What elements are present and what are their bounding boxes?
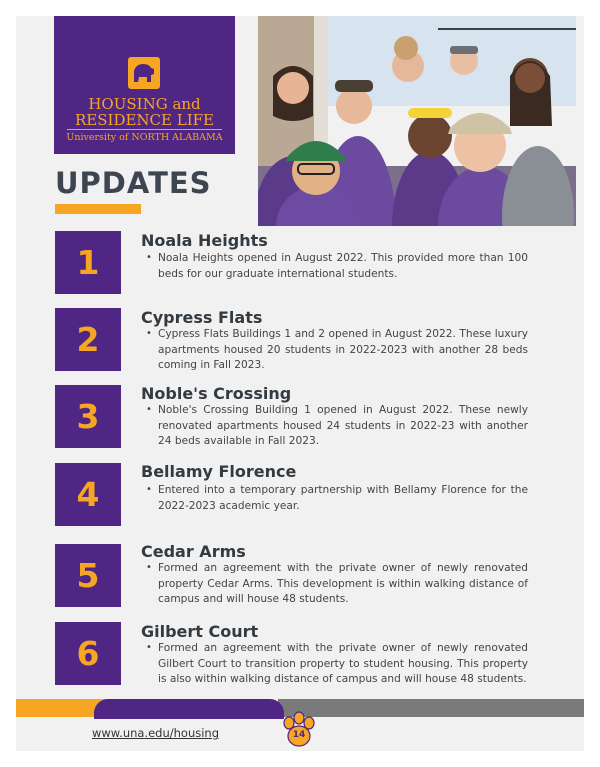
page xyxy=(16,16,584,751)
item-title-6: Gilbert Court xyxy=(141,622,259,641)
footer-bar-gray xyxy=(278,699,584,717)
logo-line-3: University of NORTH ALABAMA xyxy=(66,132,223,143)
bullet-icon: • xyxy=(146,642,152,653)
item-body-3: Noble's Crossing Building 1 opened in August 2022. These newly renovated apartments housed 24 students in 2022-23 with another 24 beds available in Fall 2023. xyxy=(158,404,528,447)
housing-website-link[interactable]: www.una.edu/housing xyxy=(92,726,220,740)
item-title-2: Cypress Flats xyxy=(141,308,263,327)
bullet-icon: • xyxy=(146,328,152,339)
item-number-6: 6 xyxy=(55,622,121,685)
item-number-3: 3 xyxy=(55,385,121,448)
item-body-1: Noala Heights opened in August 2022. This provided more than 100 beds for our graduate international students. xyxy=(158,252,528,280)
logo-line-2: RESIDENCE LIFE xyxy=(75,111,214,129)
housing-logo xyxy=(54,16,235,154)
footer-bar-purple xyxy=(94,699,284,719)
lion-icon xyxy=(127,56,161,90)
bullet-icon: • xyxy=(146,562,152,573)
item-number-2: 2 xyxy=(55,308,121,371)
logo-divider xyxy=(67,129,222,130)
bullet-icon: • xyxy=(146,484,152,495)
item-body-4: Entered into a temporary partnership with Bellamy Florence for the 2022-2023 academic year. xyxy=(158,484,528,512)
item-number-1: 1 xyxy=(55,231,121,294)
item-body-6: Formed an agreement with the private owner of newly renovated Gilbert Court to transition property to student housing. This property is also within walking distance of campus and will house 48 students. xyxy=(158,642,528,685)
page-number: 14 xyxy=(292,730,306,740)
title-underline xyxy=(55,204,141,214)
bullet-icon: • xyxy=(146,252,152,263)
item-title-4: Bellamy Florence xyxy=(141,462,297,481)
item-body-5: Formed an agreement with the private owner of newly renovated property Cedar Arms. This development is within walking distance of campus and will house 48 students. xyxy=(158,562,528,605)
item-number-5: 5 xyxy=(55,544,121,607)
staff-group-photo xyxy=(258,16,576,226)
bullet-icon: • xyxy=(146,404,152,415)
logo-line-1: HOUSING and xyxy=(88,95,201,113)
item-title-1: Noala Heights xyxy=(141,231,268,250)
item-title-3: Noble's Crossing xyxy=(141,384,292,403)
item-number-4: 4 xyxy=(55,463,121,526)
page-title: UPDATES xyxy=(55,166,212,200)
item-title-5: Cedar Arms xyxy=(141,542,246,561)
item-body-2: Cypress Flats Buildings 1 and 2 opened in August 2022. These luxury apartments housed 20 students in 2022-2023 with another 28 beds coming in Fall 2023. xyxy=(158,328,528,371)
